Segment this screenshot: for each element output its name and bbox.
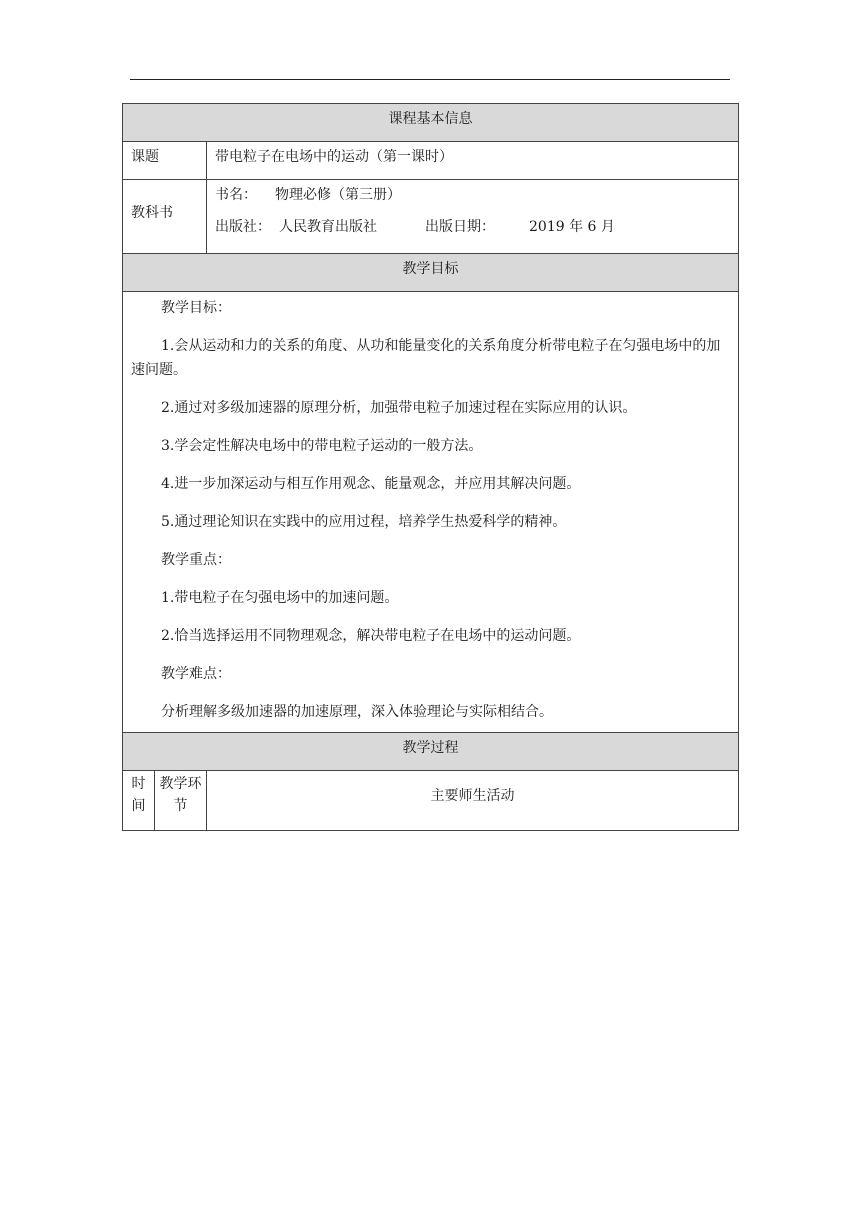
objective-item: 3.学会定性解决电场中的带电粒子运动的一般方法。 xyxy=(161,438,483,454)
topic-value: 带电粒子在电场中的运动（第一课时） xyxy=(207,142,739,180)
book-name-label: 书名： xyxy=(215,187,257,203)
goals-row xyxy=(123,292,739,733)
textbook-details xyxy=(207,180,739,254)
objectives-heading: 教学目标： xyxy=(161,300,231,316)
key-points-heading: 教学重点： xyxy=(161,552,231,568)
key-point-item: 2.恰当选择运用不同物理观念，解决带电粒子在电场中的运动问题。 xyxy=(161,628,581,644)
section-title-goals: 教学目标 xyxy=(123,254,739,292)
publisher-value: 人民教育出版社 xyxy=(279,219,377,235)
objective-item: 5.通过理论知识在实践中的应用过程，培养学生热爱科学的精神。 xyxy=(161,514,567,530)
process-header-row xyxy=(123,733,739,771)
textbook-row xyxy=(123,180,739,254)
section-title-basic-info: 课程基本信息 xyxy=(123,104,739,142)
goals-content xyxy=(123,292,739,733)
header-rule xyxy=(130,79,730,80)
textbook-label: 教科书 xyxy=(123,180,207,254)
publisher-label: 出版社： xyxy=(215,219,271,235)
difficulties-heading: 教学难点： xyxy=(161,666,231,682)
lesson-plan-table xyxy=(122,103,739,831)
objective-item: 2.通过对多级加速器的原理分析，加强带电粒子加速过程在实际应用的认识。 xyxy=(161,400,637,416)
book-name-line xyxy=(215,184,738,214)
difficulty-item: 分析理解多级加速器的加速原理，深入体验理论与实际相结合。 xyxy=(161,704,553,720)
topic-row xyxy=(123,142,739,180)
process-columns-row xyxy=(123,771,739,831)
basic-info-header-row xyxy=(123,104,739,142)
goals-header-row xyxy=(123,254,739,292)
activity-column-header: 主要师生活动 xyxy=(207,771,739,831)
objective-item: 1.会从运动和力的关系的角度、从功和能量变化的关系角度分析带电粒子在匀强电场中的加速问题。 xyxy=(131,338,721,378)
publish-date-value: 2019 年 6 月 xyxy=(529,219,615,235)
section-title-process: 教学过程 xyxy=(123,733,739,771)
time-column-header: 时间 xyxy=(123,771,155,831)
objective-item: 4.进一步加深运动与相互作用观念、能量观念，并应用其解决问题。 xyxy=(161,476,581,492)
publish-date-label: 出版日期： xyxy=(425,219,495,235)
key-point-item: 1.带电粒子在匀强电场中的加速问题。 xyxy=(161,590,399,606)
stage-column-header: 教学环节 xyxy=(155,771,207,831)
book-name-value: 物理必修（第三册） xyxy=(275,187,401,203)
publisher-line xyxy=(215,216,738,246)
topic-label: 课题 xyxy=(123,142,207,180)
